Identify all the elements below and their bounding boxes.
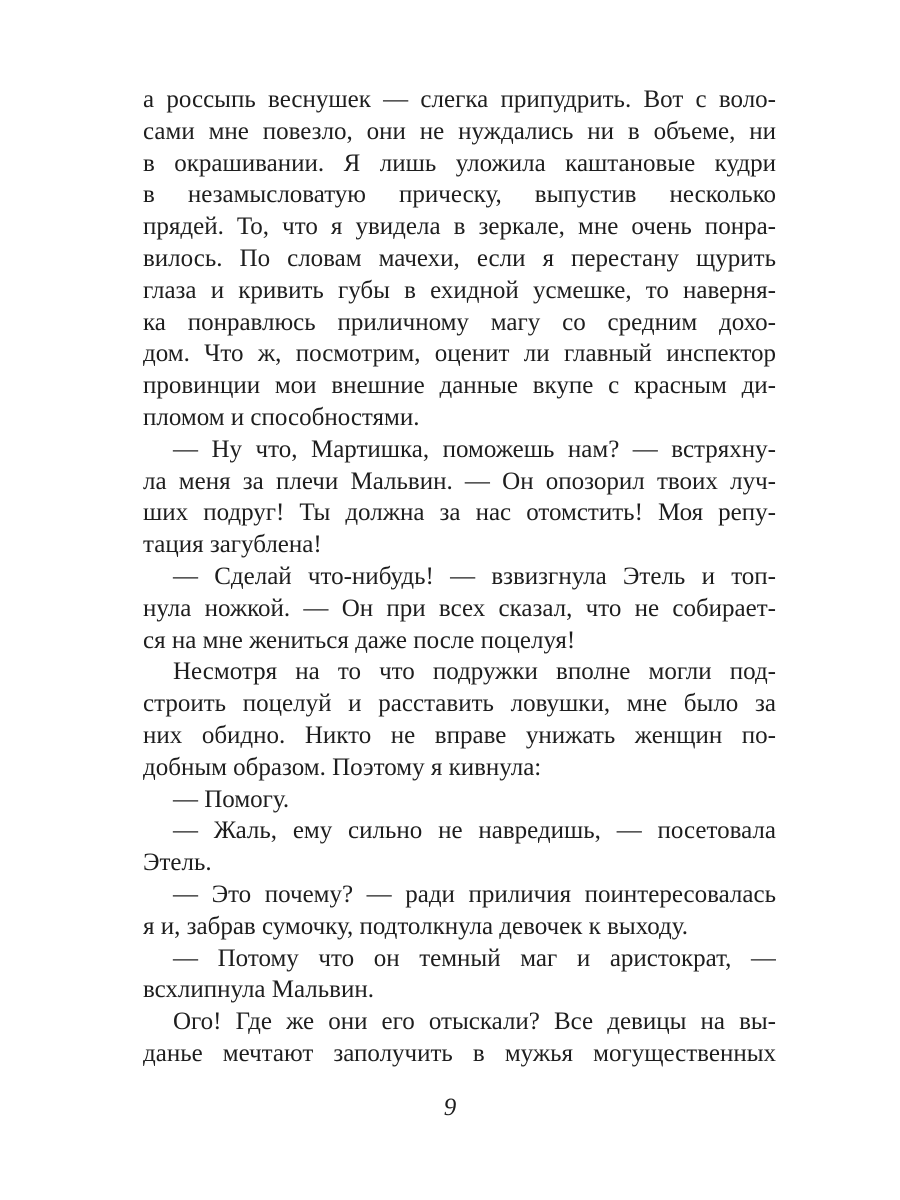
text-line: прядей. То, что я увидела в зеркале, мне очень понра- — [143, 213, 776, 241]
text-line: вилось. По словам мачехи, если я перестану щурить — [143, 244, 776, 272]
text-line: нула ножкой. — Он при всех сказал, что не собирает- — [143, 594, 776, 622]
paragraph — [143, 84, 776, 434]
text-line: — Ну что, Мартишка, поможешь нам? — встряхну- — [173, 435, 776, 463]
text-line: — Потому что он темный маг и аристократ, — — [173, 944, 776, 972]
paragraph — [143, 434, 776, 561]
paragraph — [143, 656, 776, 783]
text-line: ка понравлюсь приличному магу со средним дохо- — [143, 308, 776, 336]
text-line: добным образом. Поэтому я кивнула: — [143, 753, 542, 781]
text-line: строить поцелуй и расставить ловушки, мне было за — [143, 690, 776, 718]
text-line: провинции мои внешние данные вкупе с красным ди- — [143, 372, 776, 400]
text-line: ших подруг! Ты должна за нас отомстить! Моя репу- — [143, 499, 776, 527]
page-number: 9 — [443, 1094, 457, 1121]
page-body-text — [143, 84, 776, 1070]
text-line: — Помогу. — [173, 785, 290, 813]
paragraph — [143, 879, 776, 943]
paragraph — [143, 561, 776, 656]
text-line: сами мне повезло, они не нуждались ни в объеме, ни — [143, 117, 776, 145]
text-line: ся на мне жениться даже после поцелуя! — [143, 626, 576, 654]
paragraph — [143, 1006, 776, 1070]
text-line: — Это почему? — ради приличия поинтересовалась — [173, 880, 776, 908]
text-line: Этель. — [143, 849, 212, 877]
text-line: а россыпь веснушек — слегка припудрить. Вот с воло- — [143, 86, 776, 113]
text-line: Несмотря на то что подружки вполне могли под- — [173, 658, 776, 686]
text-line: них обидно. Никто не вправе унижать женщин по- — [143, 721, 776, 749]
paragraph — [143, 784, 776, 816]
text-line: данье мечтают заполучить в мужья могущественных — [143, 1039, 776, 1067]
text-line: тация загублена! — [143, 531, 322, 559]
text-line: в незамысловатую прическу, выпустив несколько — [143, 181, 776, 209]
paragraph — [143, 815, 776, 879]
text-line: — Сделай что-нибудь! — взвизгнула Этель и топ- — [173, 562, 776, 590]
text-line: дом. Что ж, посмотрим, оценит ли главный инспектор — [143, 340, 776, 368]
text-line: ла меня за плечи Мальвин. — Он опозорил твоих луч- — [143, 467, 776, 495]
paragraph — [143, 943, 776, 1007]
text-line: я и, забрав сумочку, подтолкнула девочек к выходу. — [143, 912, 688, 940]
text-line: глаза и кривить губы в ехидной усмешке, то наверня- — [143, 276, 776, 304]
text-line: всхлипнула Мальвин. — [143, 976, 374, 1004]
text-line: — Жаль, ему сильно не навредишь, — посетовала — [173, 817, 776, 845]
text-line: в окрашивании. Я лишь уложила каштановые кудри — [143, 149, 776, 177]
text-line: пломом и способностями. — [143, 403, 420, 431]
text-line: Ого! Где же они его отыскали? Все девицы на вы- — [173, 1008, 776, 1036]
